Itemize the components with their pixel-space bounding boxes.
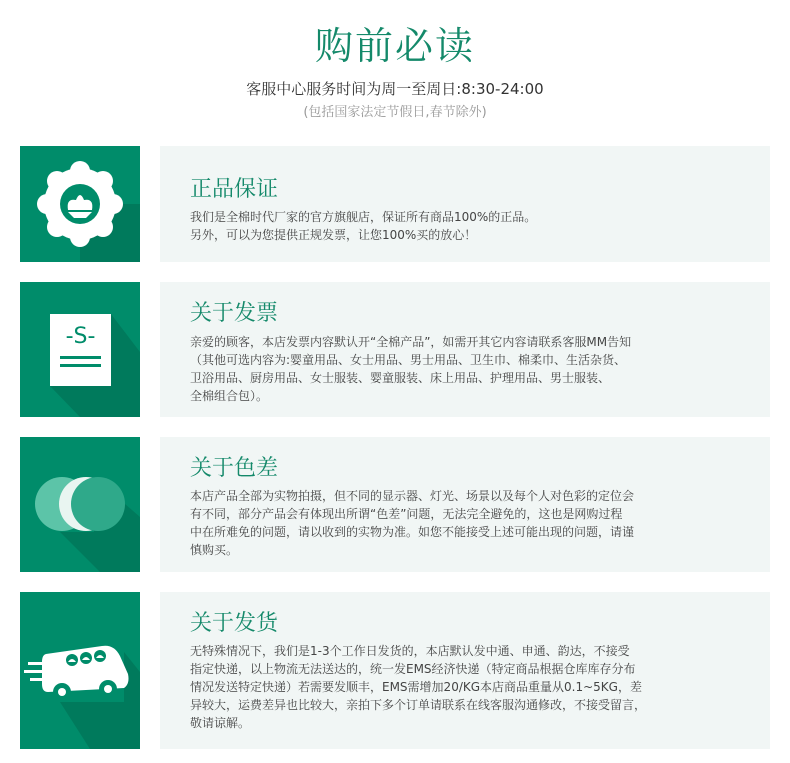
cotton-flower-icon xyxy=(20,146,140,262)
holiday-note: (包括国家法定节假日,春节除外) xyxy=(303,105,487,120)
section-shipping xyxy=(20,592,770,749)
section-body: 我们是全棉时代厂家的官方旗舰店，保证所有商品100%的正品。 另外，可以为您提供正规发票，让您100%买的放心！ xyxy=(190,210,537,242)
icon-tile xyxy=(20,282,140,417)
section-title: 关于色差 xyxy=(190,456,279,481)
info-card xyxy=(160,437,770,572)
icon-tile xyxy=(20,592,140,749)
delivery-truck-icon xyxy=(20,592,140,749)
color-circles-icon xyxy=(20,437,140,572)
section-body: 本店产品全部为实物拍摄，但不同的显示器、灯光、场景以及每个人对色彩的定位会 有不同，部分产品会有体现出所谓“色差”问题，无法完全避免的，这也是网购过程 中在所难免的问题，请以收到的实物为准。如您不能接受上述可能出现的问题，请谨 慎购买。 xyxy=(190,489,635,557)
info-card xyxy=(160,282,770,417)
invoice-icon xyxy=(20,282,140,417)
section-title: 正品保证 xyxy=(190,177,279,202)
section-body: 亲爱的顾客，本店发票内容默认开“全棉产品”，如需开其它内容请联系客服MM告知 （其他可选内容为:婴童用品、女士用品、男士用品、卫生巾、棉柔巾、生活杂货、 卫浴用品、厨房用品、女士服装、婴童服装、床上用品、护理用品、男士服装、 全棉组合包）。 xyxy=(190,335,632,403)
section-title: 关于发货 xyxy=(190,611,279,636)
invoice-icon-label: -S- xyxy=(65,324,96,349)
icon-tile xyxy=(20,146,140,262)
info-card xyxy=(160,146,770,262)
section-invoice xyxy=(20,282,770,417)
section-body: 无特殊情况下，我们是1-3个工作日发货的，本店默认发中通、申通、韵达，不接受 指定快递，以上物流无法送达的，统一发EMS经济快递（特定商品根据仓库库存分布 情况发送特定快递）若需要发顺丰，EMS需增加20/KG本店商品重量从0.1~5KG，差 异较大，运费差异也比较大，亲拍下多个订单请联系在线客服沟通修改，不接受留言， 敬请谅解。 xyxy=(190,644,647,730)
section-color xyxy=(20,437,770,572)
section-title: 关于发票 xyxy=(190,301,279,326)
service-hours: 客服中心服务时间为周一至周日:8:30-24:00 xyxy=(246,80,544,98)
page-title: 购前必读 xyxy=(314,24,475,68)
icon-tile xyxy=(20,437,140,572)
info-card xyxy=(160,592,770,749)
section-authentic xyxy=(20,146,770,262)
